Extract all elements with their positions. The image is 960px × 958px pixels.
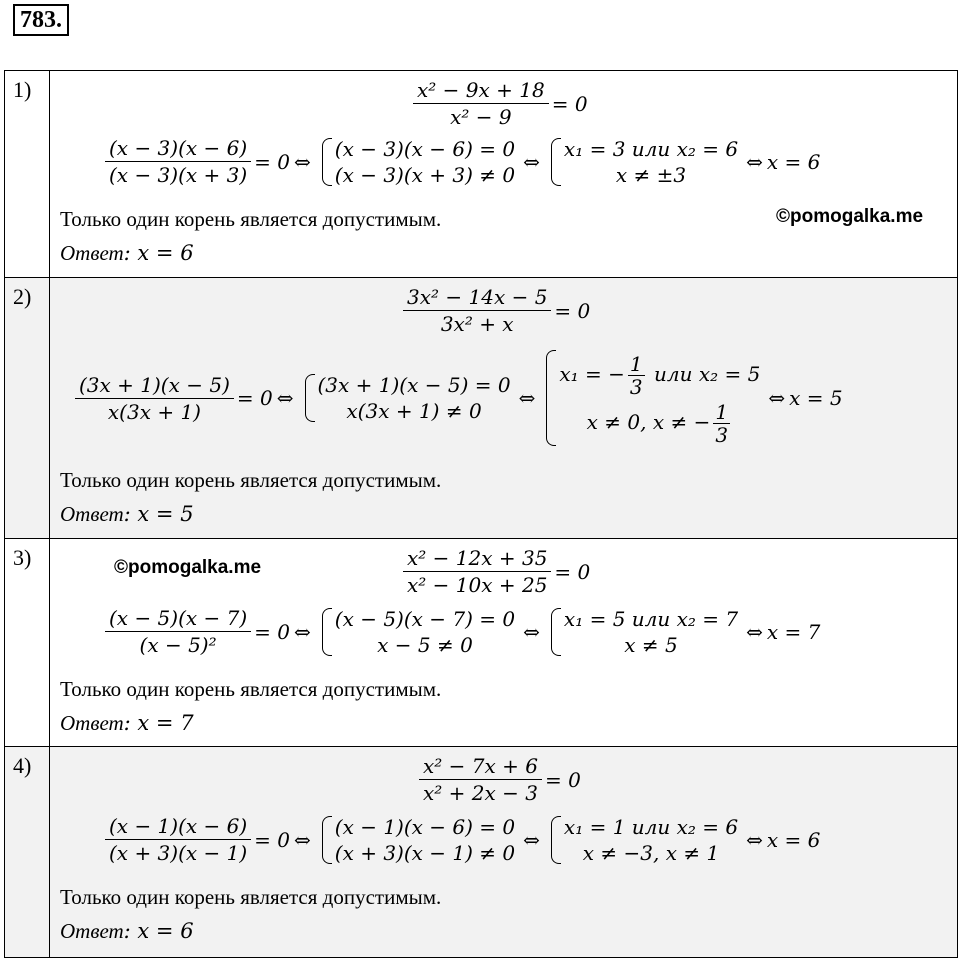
solution-step: [102, 605, 820, 658]
note-text: Только один корень является допустимым.: [60, 207, 442, 231]
equation: [400, 284, 590, 337]
equation-fraction: [403, 545, 551, 598]
equation-fraction: [419, 753, 542, 806]
answer-value: : x = 7: [123, 711, 194, 735]
equation-fraction: [413, 77, 549, 130]
note-text: Только один корень является допустимым.: [60, 677, 442, 701]
system-2: [548, 606, 738, 658]
answer: [60, 241, 194, 266]
equivalence-arrow: ⇔: [518, 386, 536, 410]
equation: [416, 753, 581, 806]
watermark: ©pomogalka.me: [114, 557, 262, 578]
system-2: [548, 814, 738, 866]
solution-cell: [50, 278, 958, 539]
factored-rhs: = 0: [254, 827, 291, 852]
equation: [410, 77, 588, 130]
answer-value: : x = 6: [123, 919, 194, 943]
equation: [400, 545, 590, 598]
factored-fraction: [105, 605, 251, 658]
result: x = 7: [766, 619, 821, 644]
system-line: (x − 3)(x − 6) = 0: [334, 136, 516, 161]
system-line: (x − 1)(x − 6) = 0: [334, 814, 516, 839]
system-line: [559, 398, 760, 446]
factored-denominator: (x + 3)(x − 1): [109, 841, 248, 865]
note-text: Только один корень является допустимым.: [60, 468, 442, 492]
equation-rhs: = 0: [554, 298, 591, 323]
answer: [60, 711, 194, 736]
factored-fraction: [75, 372, 234, 425]
solution-step: [72, 348, 843, 448]
equivalence-arrow: ⇔: [746, 149, 763, 174]
system-line: x₁ = 1 или x₂ = 6: [563, 814, 739, 839]
result: x = 6: [766, 149, 821, 174]
equivalence-arrow: ⇔: [768, 386, 786, 410]
answer-label: Ответ: [60, 241, 124, 265]
equation-denominator: 3x² + x: [440, 312, 514, 336]
equation-numerator: x² − 7x + 6: [419, 753, 542, 780]
solution-row-4: [5, 747, 958, 958]
solution-cell: [50, 539, 958, 747]
system-line: x₁ = 3 или x₂ = 6: [563, 136, 739, 161]
equation-numerator: 3x² − 14x − 5: [403, 284, 551, 311]
answer: [60, 919, 194, 944]
system-1: [302, 372, 511, 424]
system-1: [319, 606, 515, 658]
equivalence-arrow: ⇔: [294, 827, 311, 852]
system-2: [548, 136, 738, 188]
system-line: x − 5 ≠ 0: [377, 632, 473, 657]
factored-numerator: (x − 5)(x − 7): [105, 605, 251, 632]
factored-fraction: [105, 135, 251, 188]
factored-rhs: = 0: [236, 386, 273, 410]
equation-numerator: x² − 9x + 18: [413, 77, 549, 104]
fraction-one-third: [628, 353, 645, 398]
factored-fraction: [105, 813, 251, 866]
root-1: x₁ = −: [559, 362, 625, 386]
system-line: (x − 3)(x + 3) ≠ 0: [334, 162, 516, 187]
equivalence-arrow: ⇔: [276, 386, 294, 410]
result: x = 5: [789, 386, 843, 410]
equation-rhs: = 0: [551, 91, 588, 116]
system-line: (3x + 1)(x − 5) = 0: [317, 373, 511, 397]
factored-numerator: (3x + 1)(x − 5): [75, 372, 234, 399]
row-index: 1): [5, 71, 50, 278]
solution-cell: [50, 71, 958, 278]
answer-label: Ответ: [60, 711, 124, 735]
result: x = 6: [766, 827, 821, 852]
solution-step: [102, 813, 820, 866]
system-line: x ≠ ±3: [615, 162, 687, 187]
row-index: 2): [5, 278, 50, 539]
row-index: 4): [5, 747, 50, 958]
watermark: ©pomogalka.me: [776, 206, 924, 227]
equation-denominator: x² + 2x − 3: [423, 781, 538, 805]
solution-cell: [50, 747, 958, 958]
answer-value: : x = 6: [123, 241, 194, 265]
system-line: x(3x + 1) ≠ 0: [346, 399, 482, 423]
factored-numerator: (x − 3)(x − 6): [105, 135, 251, 162]
fraction-one-third: [713, 401, 730, 446]
problem-number: 783.: [13, 4, 69, 36]
equivalence-arrow: ⇔: [746, 619, 763, 644]
equivalence-arrow: ⇔: [523, 149, 540, 174]
solution-row-1: [5, 71, 958, 278]
note-text: Только один корень является допустимым.: [60, 885, 442, 909]
equation-denominator: x² − 9: [450, 105, 512, 129]
system-2: [543, 348, 760, 448]
system-line: (x + 3)(x − 1) ≠ 0: [334, 840, 516, 865]
factored-denominator: (x − 3)(x + 3): [109, 163, 248, 187]
system-line: (x − 5)(x − 7) = 0: [334, 606, 516, 631]
system-1: [319, 136, 515, 188]
system-line: x ≠ 5: [624, 632, 678, 657]
equivalence-arrow: ⇔: [746, 827, 763, 852]
factored-rhs: = 0: [254, 149, 291, 174]
factored-rhs: = 0: [254, 619, 291, 644]
equivalence-arrow: ⇔: [523, 619, 540, 644]
solution-row-2: [5, 278, 958, 539]
factored-denominator: (x − 5)²: [139, 633, 217, 657]
factored-denominator: x(3x + 1): [107, 399, 201, 424]
equation-rhs: = 0: [554, 559, 591, 584]
system-line: [559, 350, 760, 398]
system-1: [319, 814, 515, 866]
root-2: или x₂ = 5: [653, 362, 761, 386]
answer-label: Ответ: [60, 919, 124, 943]
equation-fraction: [403, 284, 551, 337]
restriction: x ≠ 0, x ≠ −: [586, 410, 711, 434]
fraction-denominator: 3: [715, 423, 729, 447]
answer: [60, 502, 194, 527]
equation-rhs: = 0: [544, 767, 581, 792]
solution-table: [4, 70, 958, 958]
row-index: 3): [5, 539, 50, 747]
factored-numerator: (x − 1)(x − 6): [105, 813, 251, 840]
system-line: x ≠ −3, x ≠ 1: [582, 840, 720, 865]
equation-numerator: x² − 12x + 35: [403, 545, 551, 572]
equivalence-arrow: ⇔: [523, 827, 540, 852]
answer-value: : x = 5: [123, 502, 194, 526]
system-line: x₁ = 5 или x₂ = 7: [563, 606, 739, 631]
fraction-denominator: 3: [629, 375, 643, 399]
solution-row-3: [5, 539, 958, 747]
solution-step: [102, 135, 820, 188]
answer-label: Ответ: [60, 502, 124, 526]
equivalence-arrow: ⇔: [294, 619, 311, 644]
equation-denominator: x² − 10x + 25: [407, 573, 548, 597]
fraction-numerator: 1: [715, 400, 729, 424]
equivalence-arrow: ⇔: [294, 149, 311, 174]
fraction-numerator: 1: [629, 352, 643, 376]
